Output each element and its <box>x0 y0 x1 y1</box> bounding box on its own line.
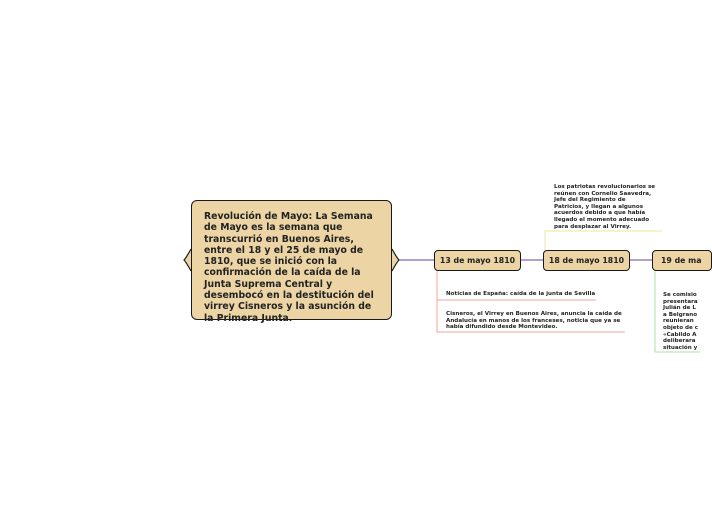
node-13-mayo-1810[interactable] <box>434 250 521 271</box>
note-patriotas-reunion[interactable] <box>554 184 656 230</box>
note-line: situación y <box>663 344 698 351</box>
note-cisneros-anuncia[interactable] <box>446 311 622 331</box>
note-line: Julián de L <box>663 305 696 312</box>
note-line: «Cabildo A <box>663 331 697 338</box>
note-noticias-espana[interactable] <box>446 291 595 298</box>
note-text: Cisneros, el Virrey en Buenos Aires, anuncia la caída de Andalucía en manos de los franceses, noticia que ya se había difundido desde Montevideo. <box>446 311 622 331</box>
note-line: Se comisio <box>663 292 697 298</box>
note-line: objeto de c <box>663 324 699 331</box>
main-topic[interactable] <box>191 200 392 324</box>
node-label: 13 de mayo 1810 <box>439 256 516 265</box>
main-topic-brace-left <box>184 249 191 271</box>
note-line: presentara <box>663 298 698 305</box>
node-label: 18 de mayo 1810 <box>548 256 625 265</box>
note-text: Noticias de España: caída de la junta de Sevilla <box>446 291 596 297</box>
main-topic-brace-right <box>392 249 399 271</box>
note-comision-cabildo[interactable] <box>663 292 703 351</box>
note-line: a Belgrano <box>663 311 698 318</box>
note-line: reunieran <box>663 318 694 325</box>
node-19-mayo[interactable] <box>652 250 712 271</box>
branch-18-note3 <box>545 231 662 250</box>
node-18-mayo-1810[interactable] <box>543 250 630 271</box>
main-topic-text: Revolución de Mayo: La Semana de Mayo es la semana que transcurrió en Buenos Aires, entre el 18 y el 25 de mayo de 1810, que se inició con la confirmación de la caída de la Junta Suprema Central y desembocó en la destitución del virrey Cisneros y la asunción de la Primera Junta. <box>204 211 374 324</box>
note-line: deliberara <box>663 338 696 345</box>
note-text: Los patriotas revolucionarios se reúnen con Cornelio Saavedra, Jefe del Regimiento de Patricios, y llegan a algunos acuerdos debido a que había llegado el momento adecuado para desplazar al Virrey. <box>554 184 656 230</box>
node-label: 19 de ma <box>661 256 702 265</box>
